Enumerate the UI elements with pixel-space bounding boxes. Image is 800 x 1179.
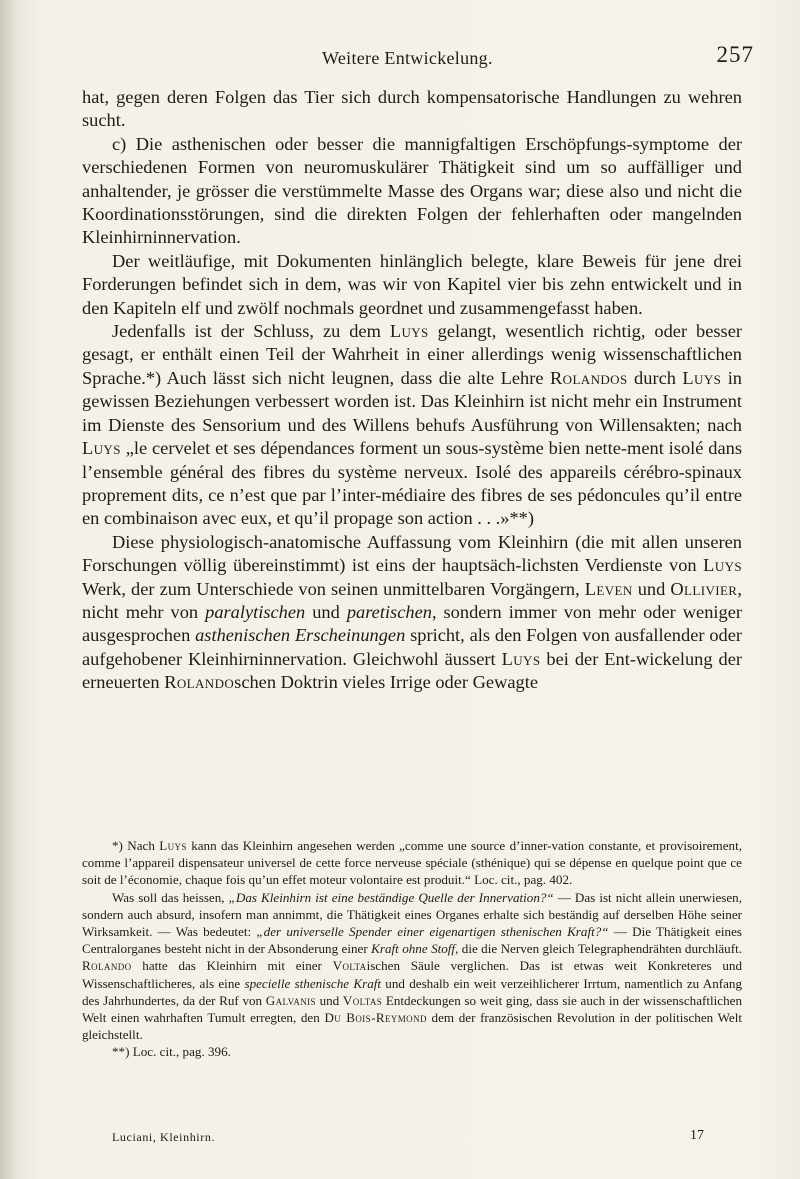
footnote-1-continued: Was soll das heissen, „Das Kleinhirn ist eine beständige Quelle der Innervation?“ — Das ist nicht allein unerwiesen, sondern auch absurd, insofern man annimmt, die Thätigkeit eines Organes erhalte sich beständig auf derselben Höhe seiner Wirksamkeit. — Was bedeutet: „der universelle Spender einer eigenartigen sthenischen Kraft?“ — Die Thätigkeit eines Centralorganes besteht nicht in der Absonderung einer Kraft ohne Stoff, die die Nerven gleich Telegraphendrähten durchläuft. Rolando hatte das Kleinhirn mit einer Voltaischen Säule verglichen. Das ist etwas weit Konkreteres und Wissenschaftlicheres, als eine specielle sthenische Kraft und deshalb ein weit verzeihlicherer Irrtum, namentlich zu Anfang des Jahrhundertes, da der Ruf von Galvanis und Voltas Entdeckungen so weit ging, dass sie auch in der wissenschaftlichen Welt einen wahrhaften Tumult erregten, den Du Bois-Reymond dem der französischen Revolution in der politischen Welt gleichstellt. xyxy=(82,889,743,1043)
paragraph-4: Jedenfalls ist der Schluss, zu dem Luys gelangt, wesentlich richtig, oder besser gesagt, er enthält einen Teil der Wahrheit in einer allerdings wenig wissenschaftlichen Sprache.*) Auch lässt sich nicht leugnen, dass die alte Lehre Rolandos durch Luys in gewissen Beziehungen verbessert worden ist. Das Kleinhirn ist nicht mehr ein Instrument im Dienste des Sensorium und des Willens behufs Ausführung von Willensakten; nach Luys „le cervelet et ses dépendances forment un sous-système bien nette-ment isolé dans l’ensemble général des fibres du système nerveux. Isolé des appareils cérébro-spinaux proprement dits, ce n’est que par l’inter-médiaire des fibres de ses pédoncules qu’il entre en combinaison avec eux, et qu’il propage son action . . .»**) xyxy=(82,321,742,529)
author-name: Galvanis xyxy=(265,992,316,1008)
author-name: Luys xyxy=(82,438,121,459)
paragraph-2: c) Die asthenischen oder besser die mannigfaltigen Erschöpfungs-symptome der verschiedenen Formen von neuromuskulärer Thätigkeit sind um so auffälliger und anhaltender, je grösser die verstümmelte Masse des Organs war; diese also und nicht die Koordinationsstörungen, sind die direkten Folgen der fehlerhaften oder mangelnden Kleinhirninnervation. xyxy=(82,133,742,248)
emphasis: Kraft ohne Stoff xyxy=(371,941,456,957)
emphasis: paretischen xyxy=(346,601,432,622)
emphasis: asthenischen Erscheinungen xyxy=(195,625,406,646)
author-name: Rolando xyxy=(164,672,235,693)
footnote-1: *) Nach Luys kann das Kleinhirn angesehen werden „comme une source d’inner-vation constante, et provisoirement, comme l’appareil dispensateur universel de cette force nerveuse spéciale (sthénique) qui se dépense en quelque point que ce soit de l’économie, chaque fois qu’un effet moteur volontaire est produit.“ Loc. cit., pag. 402. xyxy=(82,838,742,888)
author-name: Voltas xyxy=(342,992,383,1008)
author-name: Du Bois-Reymond xyxy=(324,1010,427,1026)
paragraph-1: hat, gegen deren Folgen das Tier sich durch kompensatorische Handlungen zu wehren sucht. xyxy=(82,87,742,131)
author-name: Ollivier xyxy=(670,578,738,599)
printer-signature: Luciani, Kleinhirn. xyxy=(112,1130,216,1144)
footnote-2: **) Loc. cit., pag. 396. xyxy=(112,1044,231,1060)
page-number: 257 xyxy=(716,42,754,67)
sheet-number: 17 xyxy=(690,1128,704,1143)
author-name: Volta xyxy=(332,958,367,974)
author-name: Leven xyxy=(584,578,633,599)
paragraph-3: Der weitläufige, mit Dokumenten hinlänglich belegte, klare Beweis für jene drei Forderungen befindet sich in dem, was wir von Kapitel vier bis zehn entwickelt und in den Kapiteln elf und zwölf nochmals geordnet und zusammengefasst haben. xyxy=(82,250,742,318)
author-name: Luys xyxy=(159,838,187,853)
author-name: Luys xyxy=(703,555,742,576)
paragraph-5: Diese physiologisch-anatomische Auffassung vom Kleinhirn (die mit allen unseren Forschungen völlig übereinstimmt) ist eins der hauptsäch-lichsten Verdienste von Luys Werk, der zum Unterschiede von seinen unmittelbaren Vorgängern, Leven und Ollivier, nicht mehr von paralytischen und paretischen, sondern immer von mehr oder weniger ausgesprochen asthenischen Erscheinungen spricht, als den Folgen von ausfallender oder aufgehobener Kleinhirninnervation. Gleichwohl äussert Luys bei der Ent-wickelung der erneuerten Rolandoschen Doktrin vieles Irrige oder Gewagte xyxy=(82,531,743,693)
author-name: Luys xyxy=(501,648,541,669)
author-name: Rolando xyxy=(82,958,132,974)
emphasis: „der universelle Spender einer eigenartigen sthenischen Kraft?“ xyxy=(256,924,609,940)
author-name: Luys xyxy=(389,321,429,342)
footnotes xyxy=(82,837,742,1061)
author-name: Luys xyxy=(682,367,722,388)
emphasis: paralytischen xyxy=(205,601,306,622)
emphasis: specielle sthenische Kraft xyxy=(244,975,382,991)
author-name: Rolandos xyxy=(550,367,628,388)
running-title: Weitere Entwickelung. xyxy=(322,48,493,68)
main-text xyxy=(82,86,742,695)
emphasis: „Das Kleinhirn ist eine beständige Quelle der Innervation?“ xyxy=(228,889,554,905)
